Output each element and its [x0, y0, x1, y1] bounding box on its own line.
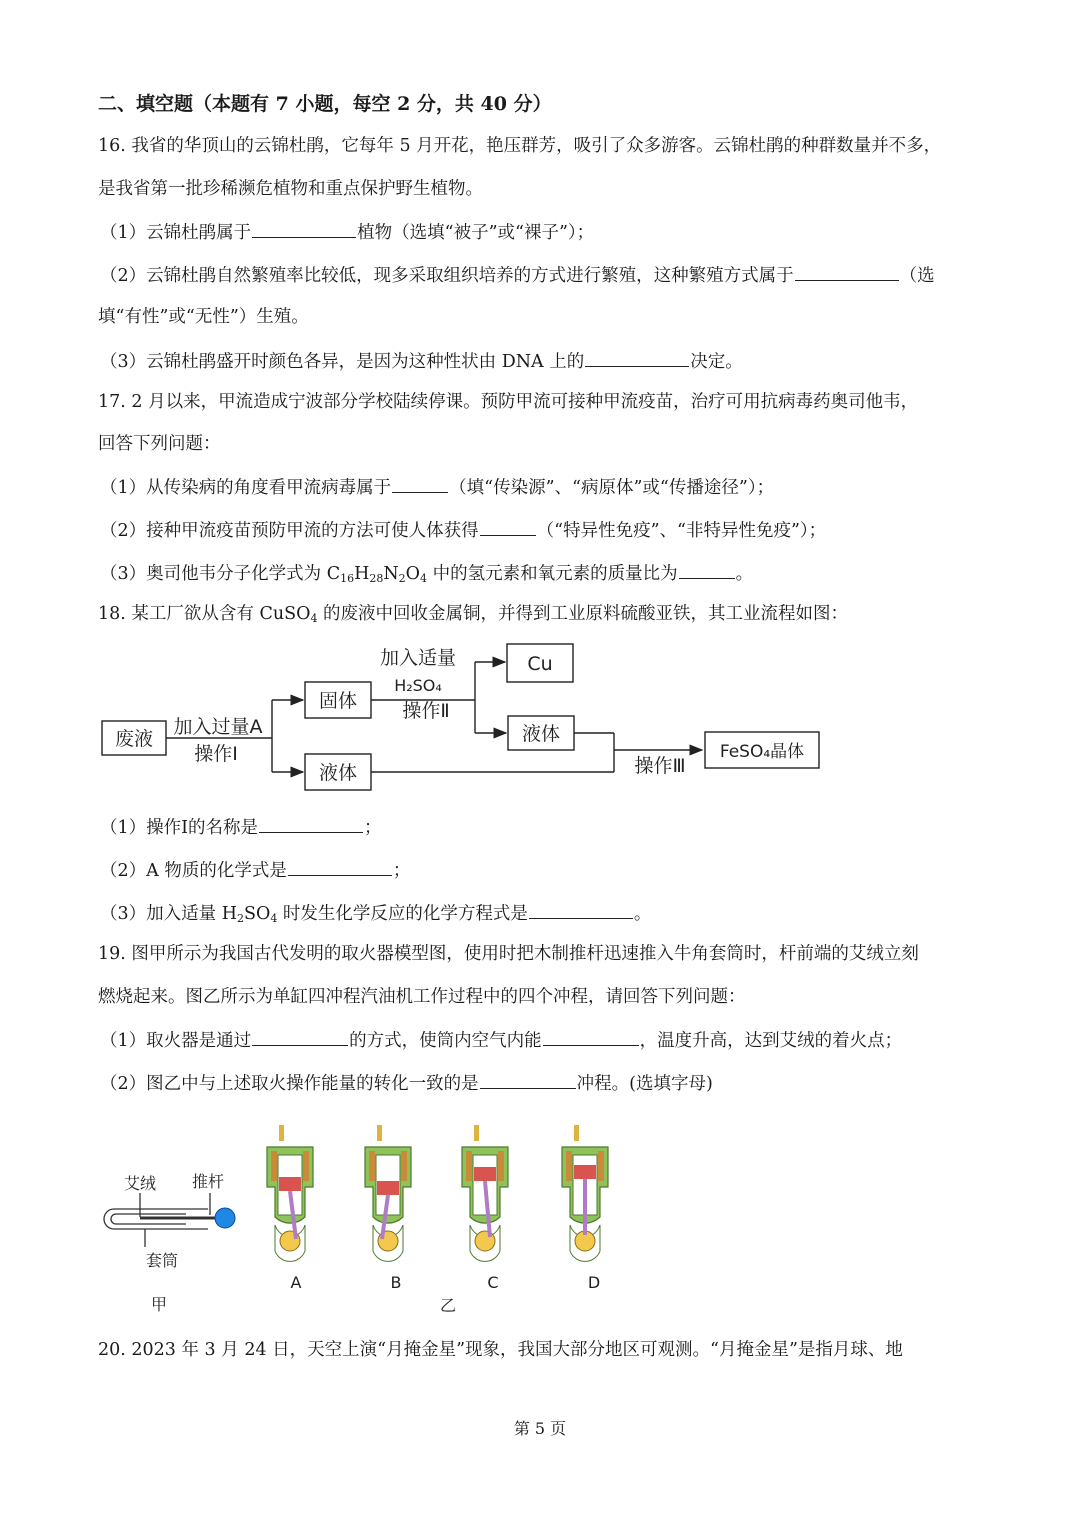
- q19-part1-text-c: ，温度升高，达到艾绒的着火点；: [639, 1031, 903, 1051]
- engine-b: [365, 1125, 411, 1261]
- q18-part1-text-a: （1）操作Ⅰ的名称是: [100, 818, 259, 838]
- op1-label: 操作Ⅰ: [194, 743, 238, 765]
- q19-line2: 燃烧起来。图乙所示为单缸四冲程汽油机工作过程中的四个冲程，请回答下列问题：: [98, 987, 746, 1007]
- subscript: 2: [236, 912, 244, 925]
- q16-part2-text-b: （选: [899, 266, 935, 286]
- answer-blank[interactable]: [392, 474, 448, 493]
- solid-label: 固体: [318, 690, 358, 712]
- q16-line1: 16. 我省的华顶山的云锦杜鹃，它每年 5 月开花，艳压群芳，吸引了众多游客。云锦杜鹃的种群数量并不多，: [98, 136, 942, 156]
- answer-blank[interactable]: [252, 1027, 348, 1046]
- engine-label-b: B: [390, 1273, 402, 1292]
- flowchart: [0, 640, 1080, 800]
- subscript: 4: [420, 572, 428, 585]
- add-excess-label: 加入过量A: [173, 716, 263, 738]
- q16-part1: [100, 219, 594, 245]
- answer-blank[interactable]: [259, 814, 363, 833]
- op2-label: 操作Ⅱ: [402, 700, 450, 722]
- formula-element: H: [354, 564, 370, 584]
- q18-part3-text-d: 。: [633, 904, 652, 924]
- q17-part1-text-b: （填“传染源”、“病原体”或“传播途径”）；: [449, 478, 775, 498]
- q17-part1-text-a: （1）从传染病的角度看甲流病毒属于: [100, 478, 392, 498]
- formula-element: O: [405, 564, 421, 584]
- q19-part2: [100, 1070, 713, 1096]
- q16-line2: 是我省第一批珍稀濒危植物和重点保护野生植物。: [98, 179, 483, 199]
- fire-piston-figure: [90, 1165, 250, 1325]
- q16-part3-text-b: 决定。: [690, 352, 743, 372]
- q17-part2-text-a: （2）接种甲流疫苗预防甲流的方法可使人体获得: [100, 521, 479, 541]
- q17-part1: [100, 474, 774, 500]
- q18-part3-text-a: （3）加入适量 H: [100, 904, 237, 924]
- q17-part2-text-b: （“特异性免疫”、“非特异性免疫”）；: [536, 521, 827, 541]
- q17-part3-text-b: 中的氢元素和氧元素的质量比为: [427, 564, 678, 584]
- answer-blank[interactable]: [252, 219, 356, 238]
- q18-part3: [100, 900, 651, 926]
- q18-part1: [100, 814, 382, 840]
- q18-line1-text-a: 18. 某工厂欲从含有 CuSO: [98, 604, 311, 624]
- q17-part3-text-a: （3）奥司他韦分子化学式为 C: [100, 564, 341, 584]
- tinder-label: 艾绒: [123, 1174, 157, 1193]
- liquid2-label: 液体: [521, 723, 561, 745]
- q17-part2: [100, 517, 826, 543]
- page-number: 第 5 页: [513, 1419, 567, 1438]
- q16-part3-text-a: （3）云锦杜鹃盛开时颜色各异，是因为这种性状由 DNA 上的: [100, 352, 585, 372]
- q20-line1: 20. 2023 年 3 月 24 日，天空上演“月掩金星”现象，我国大部分地区可观测。“月掩金星”是指月球、地: [98, 1340, 903, 1360]
- engine-strokes-figure: [255, 1115, 645, 1320]
- q18-part2: [100, 857, 410, 883]
- q18-part2-text-a: （2）A 物质的化学式是: [100, 861, 287, 881]
- engine-d: [562, 1125, 608, 1261]
- q18-line1-text-b: 的废液中回收金属铜，并得到工业原料硫酸亚铁，其工业流程如图：: [317, 604, 849, 624]
- answer-blank[interactable]: [795, 262, 899, 281]
- q19-line1: 19. 图甲所示为我国古代发明的取火器模型图，使用时把木制推杆迅速推入牛角套筒时，杆前端的艾绒立刻: [98, 944, 919, 964]
- add-proper-label: 加入适量: [379, 647, 457, 669]
- handle-ball: [215, 1208, 235, 1228]
- q16-part1-text-a: （1）云锦杜鹃属于: [100, 223, 252, 243]
- acid-label: H₂SO₄: [394, 676, 442, 695]
- product-label: FeSO₄晶体: [719, 742, 805, 762]
- q17-part3: [100, 560, 753, 586]
- engine-label-c: C: [487, 1273, 499, 1292]
- q19-part2-text-b: 冲程。(选填字母): [576, 1074, 713, 1094]
- q16-part2-text-a: （2）云锦杜鹃自然繁殖率比较低，现多采取组织培养的方式进行繁殖，这种繁殖方式属于: [100, 266, 794, 286]
- subscript: 4: [310, 612, 318, 625]
- engine-a: [267, 1125, 313, 1261]
- fig-jia-caption: 甲: [150, 1295, 168, 1314]
- subscript: 4: [270, 912, 278, 925]
- q17-line1: 17. 2 月以来，甲流造成宁波部分学校陆续停课。预防甲流可接种甲流疫苗，治疗可用抗病毒药奥司他韦，: [98, 392, 919, 412]
- q19-part1-text-a: （1）取火器是通过: [100, 1031, 252, 1051]
- waste-label: 废液: [114, 728, 154, 750]
- q18-part1-text-b: ；: [364, 818, 382, 838]
- formula-element: N: [383, 564, 399, 584]
- answer-blank[interactable]: [585, 348, 689, 367]
- subscript: 28: [369, 572, 384, 585]
- sleeve-label: 套筒: [145, 1251, 179, 1270]
- q17-line2: 回答下列问题：: [98, 434, 221, 454]
- rod-label: 推杆: [191, 1172, 225, 1191]
- answer-blank[interactable]: [679, 560, 735, 579]
- cu-label: Cu: [527, 653, 553, 675]
- subscript: 16: [340, 572, 355, 585]
- answer-blank[interactable]: [288, 857, 392, 876]
- q16-part2-cont: 填“有性”或“无性”）生殖。: [98, 307, 309, 327]
- op3-label: 操作Ⅲ: [634, 755, 686, 777]
- liquid1-label: 液体: [318, 762, 358, 784]
- q18-line1: [98, 602, 848, 626]
- section-title: 二、填空题（本题有 7 小题，每空 2 分，共 40 分）: [98, 93, 552, 115]
- engine-label-d: D: [587, 1273, 601, 1292]
- q16-part3: [100, 348, 743, 374]
- q17-part3-text-c: 。: [735, 564, 754, 584]
- engine-label-a: A: [290, 1273, 302, 1292]
- q19-part1-text-b: 的方式，使筒内空气内能: [349, 1031, 542, 1051]
- q16-part1-text-b: 植物（选填“被子”或“裸子”）；: [357, 223, 595, 243]
- q18-part3-text-c: 时发生化学反应的化学方程式是: [277, 904, 528, 924]
- q16-part2: [100, 262, 935, 288]
- engine-c: [462, 1125, 508, 1261]
- answer-blank[interactable]: [543, 1027, 639, 1046]
- q18-part2-text-b: ；: [392, 861, 411, 881]
- formula-element: SO: [243, 904, 271, 924]
- answer-blank[interactable]: [480, 517, 536, 536]
- subscript: 2: [398, 572, 406, 585]
- q19-part1: [100, 1027, 902, 1053]
- answer-blank[interactable]: [480, 1070, 576, 1089]
- fig-yi-caption: 乙: [439, 1296, 457, 1315]
- answer-blank[interactable]: [529, 900, 633, 919]
- q19-part2-text-a: （2）图乙中与上述取火操作能量的转化一致的是: [100, 1074, 479, 1094]
